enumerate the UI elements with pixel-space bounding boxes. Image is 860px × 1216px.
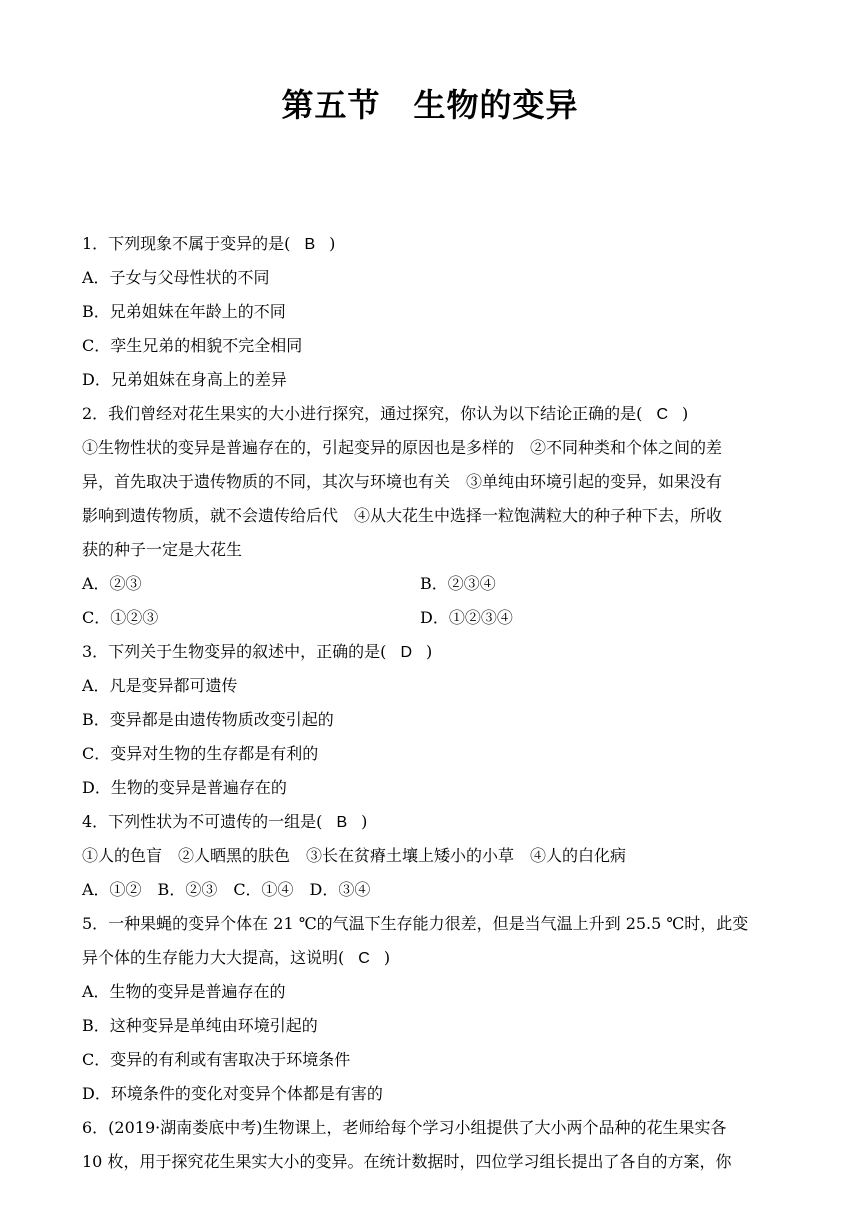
- question-2-body-line: 异，首先取决于遗传物质的不同，其次与环境也有关 ③单纯由环境引起的变异，如果没有: [82, 472, 723, 491]
- question-2-close: ): [682, 404, 689, 423]
- question-2-stem: [82, 397, 782, 432]
- page-title: 第五节 生物的变异: [281, 86, 579, 124]
- question-5-close: ): [383, 948, 391, 967]
- question-4-answer: B: [336, 814, 348, 831]
- question-1-option-b: B．兄弟姐妹在年龄上的不同: [82, 302, 286, 321]
- question-2-options-row-1: [82, 567, 782, 601]
- question-2-body-line: 影响到遗传物质，就不会遗传给后代 ④从大花生中选择一粒饱满粒大的种子种下去，所收: [82, 506, 723, 525]
- question-3-answer: D: [400, 644, 412, 661]
- question-5-answer: C: [358, 950, 370, 967]
- question-3-stem: [82, 635, 782, 670]
- question-5-option-d: D．环境条件的变化对变异个体都是有害的: [82, 1084, 383, 1103]
- question-1-option-d: D．兄弟姐妹在身高上的差异: [82, 370, 287, 389]
- question-5-text: 异个体的生存能力大大提高，这说明(: [82, 948, 345, 967]
- question-4-stem: [82, 805, 782, 840]
- question-2-options-row-2: [82, 601, 782, 635]
- question-5-option-b: B．这种变异是单纯由环境引起的: [82, 1016, 318, 1035]
- question-6-line-2: 10 枚，用于探究花生果实大小的变异。在统计数据时，四位学习组长提出了各自的方案，你: [82, 1152, 732, 1171]
- question-1-option-c: C．孪生兄弟的相貌不完全相同: [82, 336, 303, 355]
- question-5-stem: [82, 941, 782, 976]
- question-3-option-d: D．生物的变异是普遍存在的: [82, 778, 287, 797]
- question-1-close: ): [329, 234, 336, 253]
- question-2-text: 2．我们曾经对花生果实的大小进行探究，通过探究，你认为以下结论正确的是(: [82, 404, 643, 423]
- question-5-line-1: 5．一种果蝇的变异个体在 21 ℃的气温下生存能力很差，但是当气温上升到 25.5 ℃时，此变: [82, 914, 749, 933]
- question-3-option-c: C．变异对生物的生存都是有利的: [82, 744, 319, 763]
- question-3-option-a: A．凡是变异都可遗传: [82, 676, 238, 695]
- question-3-option-b: B．变异都是由遗传物质改变引起的: [82, 710, 334, 729]
- question-4-options: A．①② B．②③ C．①④ D．③④: [82, 880, 371, 899]
- question-2-body-line: 获的种子一定是大花生: [82, 540, 243, 559]
- question-1-stem: [82, 227, 782, 262]
- question-2-option-d: D．①②③④: [420, 608, 513, 627]
- question-4-body: ①人的色盲 ②人晒黑的肤色 ③长在贫瘠土壤上矮小的小草 ④人的白化病: [82, 846, 627, 865]
- question-3-close: ): [426, 642, 433, 661]
- question-4-text: 4．下列性状为不可遗传的一组是(: [82, 812, 323, 831]
- question-5-option-c: C．变异的有利或有害取决于环境条件: [82, 1050, 351, 1069]
- question-1-option-a: A．子女与父母性状的不同: [82, 268, 270, 287]
- question-2-option-c: C．①②③: [82, 608, 159, 627]
- question-3-text: 3．下列关于生物变异的叙述中，正确的是(: [82, 642, 387, 661]
- question-2-option-a: A．②③: [82, 574, 142, 593]
- question-4-close: ): [361, 812, 368, 831]
- question-2-body-line: ①生物性状的变异是普遍存在的，引起变异的原因也是多样的 ②不同种类和个体之间的差: [82, 438, 723, 457]
- question-1-text: 1．下列现象不属于变异的是(: [82, 234, 291, 253]
- question-5-option-a: A．生物的变异是普遍存在的: [82, 982, 286, 1001]
- question-2-answer: C: [656, 406, 668, 423]
- question-2-option-b: B．②③④: [420, 574, 496, 593]
- question-6-line-1: 6．(2019·湖南娄底中考)生物课上，老师给每个学习小组提供了大小两个品种的花生果实各: [82, 1118, 727, 1137]
- question-1-answer: B: [304, 236, 316, 253]
